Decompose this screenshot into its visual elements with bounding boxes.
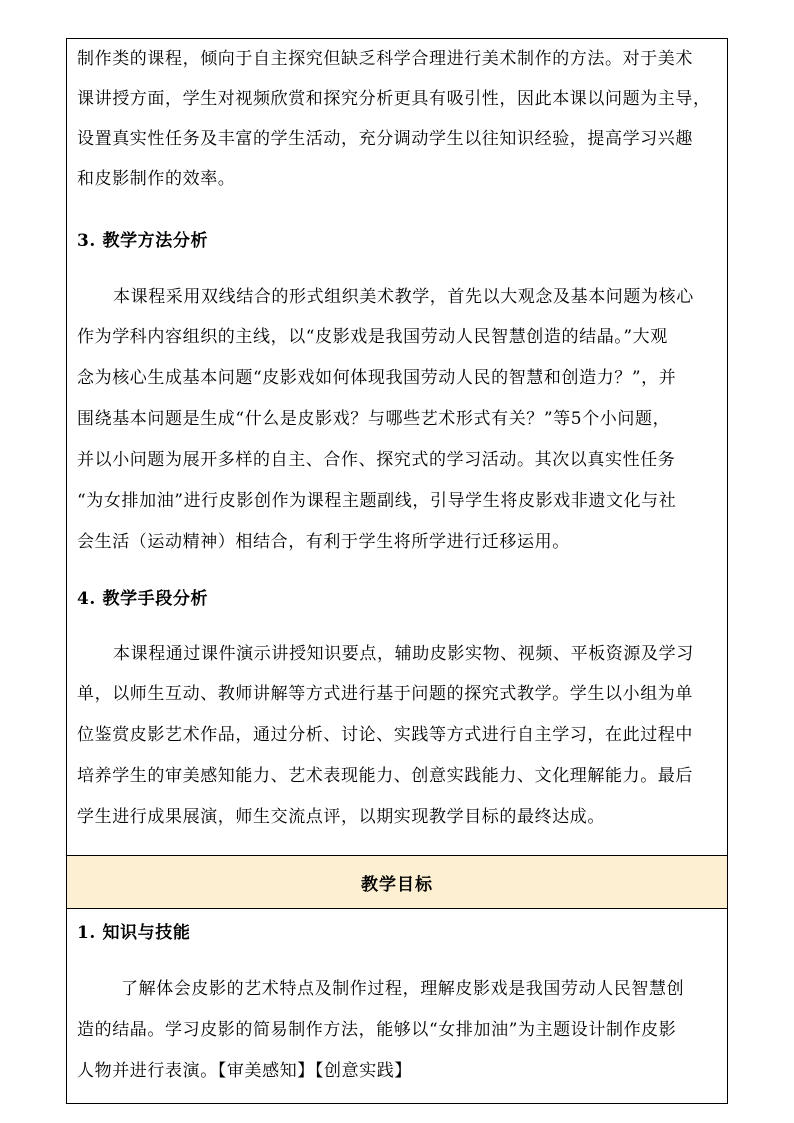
objectives-title: 教学目标	[361, 874, 433, 895]
paragraph-line: 学生进行成果展演，师生交流点评，以期实现教学目标的最终达成。	[77, 807, 605, 827]
paragraph-line: 人物并进行表演。【审美感知】【创意实践】	[77, 1061, 412, 1081]
paragraph-line: 念为核心生成基本问题“皮影戏如何体现我国劳动人民的智慧和创造力？”，并	[77, 368, 677, 388]
section-heading-means: 4. 教学手段分析	[77, 589, 209, 609]
paragraph-line: 会生活（运动精神）相结合，有利于学生将所学进行迁移运用。	[77, 532, 570, 552]
paragraph-line: 制作类的课程，倾向于自主探究但缺乏科学合理进行美术制作的方法。对于美术	[77, 49, 693, 69]
paragraph-line: 作为学科内容组织的主线，以“皮影戏是我国劳动人民智慧创造的结晶。”大观	[77, 327, 668, 347]
paragraph-line: 单，以师生互动、教师讲解等方式进行基于问题的探究式教学。学生以小组为单	[77, 684, 693, 704]
paragraph-line: 本课程通过课件演示讲授知识要点，辅助皮影实物、视频、平板资源及学习	[113, 644, 694, 664]
document-table	[66, 38, 728, 1104]
analysis-cell	[67, 39, 727, 855]
section-heading-method: 3. 教学方法分析	[77, 231, 209, 251]
paragraph-line: 位鉴赏皮影艺术作品，通过分析、讨论、实践等方式进行自主学习，在此过程中	[77, 725, 693, 745]
paragraph-line: 了解体会皮影的艺术特点及制作过程，理解皮影戏是我国劳动人民智慧创	[121, 979, 685, 999]
paragraph-line: 培养学生的审美感知能力、艺术表现能力、创意实践能力、文化理解能力。最后	[77, 766, 693, 786]
paragraph-line: 设置真实性任务及丰富的学生活动，充分调动学生以往知识经验，提高学习兴趣	[77, 129, 693, 149]
section-heading-knowledge: 1. 知识与技能	[77, 923, 191, 943]
paragraph-line: 本课程采用双线结合的形式组织美术教学，首先以大观念及基本问题为核心	[113, 287, 694, 307]
objectives-cell	[67, 909, 727, 1103]
paragraph-line: 造的结晶。学习皮影的简易制作方法，能够以“女排加油”为主题设计制作皮影	[77, 1020, 677, 1040]
paragraph-line: 围绕基本问题是生成“什么是皮影戏？与哪些艺术形式有关？”等5个小问题，	[77, 409, 671, 429]
paragraph-line: 课讲授方面，学生对视频欣赏和探究分析更具有吸引性，因此本课以问题为主导，	[77, 89, 711, 109]
paragraph-line: 并以小问题为展开多样的自主、合作、探究式的学习活动。其次以真实性任务	[77, 450, 676, 470]
objectives-header	[67, 855, 727, 909]
paragraph-line: 和皮影制作的效率。	[77, 169, 236, 189]
paragraph-line: “为女排加油”进行皮影创作为课程主题副线，引导学生将皮影戏非遗文化与社	[77, 491, 677, 511]
